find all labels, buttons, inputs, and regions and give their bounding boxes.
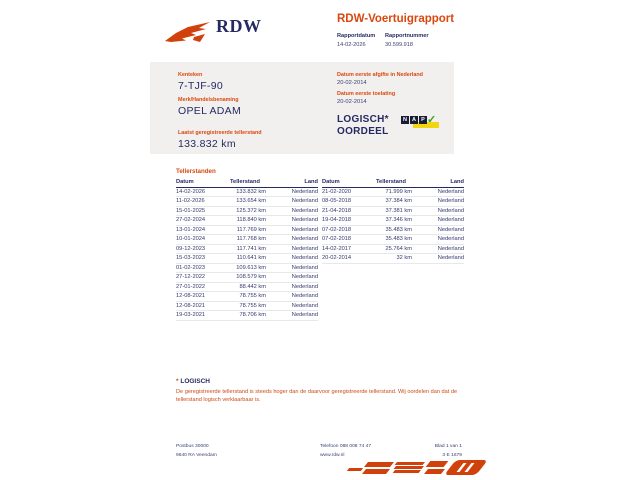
table-cell: Nederland	[291, 226, 318, 233]
table-cell: 14-02-2017	[322, 245, 352, 252]
table-cell: Nederland	[291, 264, 318, 271]
table-cell: 37.346 km	[385, 217, 412, 224]
oordeel-text	[337, 114, 389, 138]
table-cell: 10-01-2024	[176, 236, 206, 243]
table-cell: Nederland	[437, 255, 464, 262]
table-row	[322, 207, 464, 217]
table-cell: 19-03-2021	[176, 312, 206, 319]
table-cell: Nederland	[437, 245, 464, 252]
column-header: Tellerstand	[376, 179, 406, 186]
tellerstanden-table-left	[176, 178, 318, 321]
table-row	[322, 216, 464, 226]
table-cell: Nederland	[437, 217, 464, 224]
table-cell: Nederland	[291, 217, 318, 224]
table-row	[176, 264, 318, 274]
oordeel-line2: OORDEEL	[337, 126, 389, 137]
table-cell: 78.755 km	[239, 302, 266, 309]
report-date-value: 14-02-2026	[337, 41, 366, 48]
tellerstanden-title: Tellerstanden	[176, 168, 216, 175]
kenteken-label: Kenteken	[178, 72, 203, 78]
table-row	[322, 197, 464, 207]
table-cell: Nederland	[437, 226, 464, 233]
nap-checkmark-icon: ✓	[427, 114, 437, 126]
table-cell: Nederland	[291, 236, 318, 243]
table-row	[176, 302, 318, 312]
table-cell: 11-02-2026	[176, 198, 205, 205]
table-row	[176, 197, 318, 207]
table-row	[176, 273, 318, 283]
table-cell: 14-02-2026	[176, 188, 206, 195]
footnote-title-text: LOGISCH	[180, 378, 210, 385]
table-cell: 15-01-2025	[176, 207, 206, 214]
nap-letter-square: P	[419, 116, 427, 124]
table-cell: Nederland	[437, 198, 464, 205]
table-cell: Nederland	[291, 255, 318, 262]
nap-logo-icon	[401, 116, 441, 130]
report-number-block	[385, 33, 429, 48]
column-header: Land	[304, 179, 318, 186]
table-cell: 15-03-2023	[176, 255, 206, 262]
table-cell: 21-04-2018	[322, 207, 352, 214]
table-cell: 25.764 km	[385, 245, 412, 252]
table-row	[322, 245, 464, 255]
table-cell: 13-01-2024	[176, 226, 206, 233]
table-cell: Nederland	[437, 207, 464, 214]
summary-right-column	[337, 72, 447, 110]
tellerstanden-table-right	[322, 178, 464, 264]
table-cell: 07-02-2018	[322, 226, 352, 233]
rdw-logo-text: RDW	[216, 16, 262, 36]
table-cell: 35.483 km	[385, 226, 412, 233]
logisch-footnote	[176, 378, 466, 404]
table-cell: 37.384 km	[385, 198, 412, 205]
table-row	[176, 235, 318, 245]
table-cell: 78.706 km	[239, 312, 266, 319]
table-cell: Nederland	[291, 207, 318, 214]
table-cell: 117.768 km	[236, 236, 266, 243]
table-row	[176, 283, 318, 293]
footer-address-line2: 9640 RA Veendam	[176, 452, 217, 458]
footer-address	[176, 443, 217, 460]
table-cell: 71.999 km	[385, 188, 412, 195]
page-title: RDW-Voertuigrapport	[337, 13, 455, 25]
column-header: Datum	[322, 179, 340, 186]
table-cell: 09-12-2023	[176, 245, 206, 252]
footer-website[interactable]: www.rdw.nl	[320, 452, 345, 458]
table-cell: 88.442 km	[239, 283, 266, 290]
table-cell: Nederland	[291, 312, 318, 319]
table-row	[322, 254, 464, 264]
table-row	[322, 188, 464, 198]
table-header-row	[176, 178, 318, 188]
column-header: Datum	[176, 179, 194, 186]
table-cell: Nederland	[291, 302, 318, 309]
report-number-label: Rapportnummer	[385, 33, 429, 39]
table-row	[322, 226, 464, 236]
table-cell: 108.579 km	[236, 274, 266, 281]
table-row	[322, 235, 464, 245]
table-cell: Nederland	[437, 188, 464, 195]
table-cell: 12-08-2021	[176, 293, 206, 300]
table-cell: Nederland	[437, 236, 464, 243]
table-row	[176, 254, 318, 264]
merk-value: OPEL ADAM	[178, 105, 241, 117]
kenteken-value: 7-TJF-90	[178, 80, 223, 92]
summary-left-column	[178, 72, 262, 155]
nap-letter-square: A	[410, 116, 418, 124]
laatste-tellerstand-label: Laatst geregistreerde tellerstand	[178, 130, 262, 136]
table-row	[176, 207, 318, 217]
report-date-label: Rapportdatum	[337, 33, 376, 39]
rdw-logo-bird-icon	[162, 15, 214, 45]
table-cell: 35.483 km	[385, 236, 412, 243]
table-cell: 20-02-2014	[322, 255, 352, 262]
table-cell: Nederland	[291, 245, 318, 252]
footer-phone: Telefoon 088 008 74 47	[320, 444, 372, 449]
table-cell: Nederland	[291, 188, 318, 195]
table-row	[176, 188, 318, 198]
table-cell: 07-02-2018	[322, 236, 352, 243]
table-cell: Nederland	[291, 293, 318, 300]
footer-page-number: Blad 1 van 1	[434, 444, 462, 449]
vehicle-summary-box	[150, 62, 454, 154]
table-cell: 08-05-2018	[322, 198, 352, 205]
column-header: Land	[450, 179, 464, 186]
laatste-tellerstand-value: 133.832 km	[178, 138, 236, 150]
table-row	[176, 311, 318, 321]
footer-form-code: 3 E 1679	[442, 452, 462, 458]
table-row	[176, 245, 318, 255]
eerste-toelating-label: Datum eerste toelating	[337, 91, 396, 97]
table-cell: Nederland	[291, 283, 318, 290]
table-cell: 110.641 km	[236, 255, 266, 262]
table-header-row	[322, 178, 464, 188]
table-cell: 37.381 km	[385, 207, 412, 214]
table-cell: 78.755 km	[239, 293, 266, 300]
column-header: Tellerstand	[230, 179, 260, 186]
eerste-toelating-value: 20-02-2014	[337, 99, 367, 105]
oordeel-line1: LOGISCH*	[337, 114, 389, 125]
table-cell: 109.613 km	[236, 264, 266, 271]
table-cell: Nederland	[291, 274, 318, 281]
table-cell: 117.769 km	[236, 226, 266, 233]
footnote-title	[176, 378, 466, 385]
report-number-value: 30.599.918	[385, 41, 413, 48]
table-cell: 27-12-2022	[176, 274, 206, 281]
table-cell: 01-02-2023	[176, 264, 206, 271]
footnote-asterisk: *	[176, 378, 179, 385]
table-row	[176, 226, 318, 236]
table-cell: 133.832 km	[236, 188, 266, 195]
eerste-afgifte-value: 20-02-2014	[337, 80, 367, 86]
table-cell: 133.654 km	[236, 198, 266, 205]
eerste-afgifte-label: Datum eerste afgifte in Nederland	[337, 72, 423, 78]
footer-address-line1: Postbus 30000	[176, 444, 209, 449]
table-cell: 27-02-2024	[176, 217, 206, 224]
table-cell: 12-08-2021	[176, 302, 206, 309]
footnote-text: De geregistreerde tellerstand is steeds hoger dan de daarvoor geregistreerde tellerstand. Wij oordelen dan dat de tellerstand logisch verklaarbaar is.	[176, 389, 458, 403]
table-cell: 19-04-2018	[322, 217, 352, 224]
table-cell: 118.840 km	[236, 217, 266, 224]
table-cell: 117.741 km	[236, 245, 266, 252]
table-row	[176, 292, 318, 302]
table-cell: 21-02-2020	[322, 188, 352, 195]
table-cell: 32 km	[396, 255, 412, 262]
table-cell: Nederland	[291, 198, 318, 205]
nap-letter-square: N	[401, 116, 409, 124]
table-cell: 27-01-2022	[176, 283, 206, 290]
rdw-wing-art-graphic	[344, 455, 486, 480]
merk-label: Merk/Handelsbenaming	[178, 97, 239, 103]
table-cell: 125.372 km	[236, 207, 266, 214]
table-row	[176, 216, 318, 226]
report-date-block	[337, 33, 375, 48]
